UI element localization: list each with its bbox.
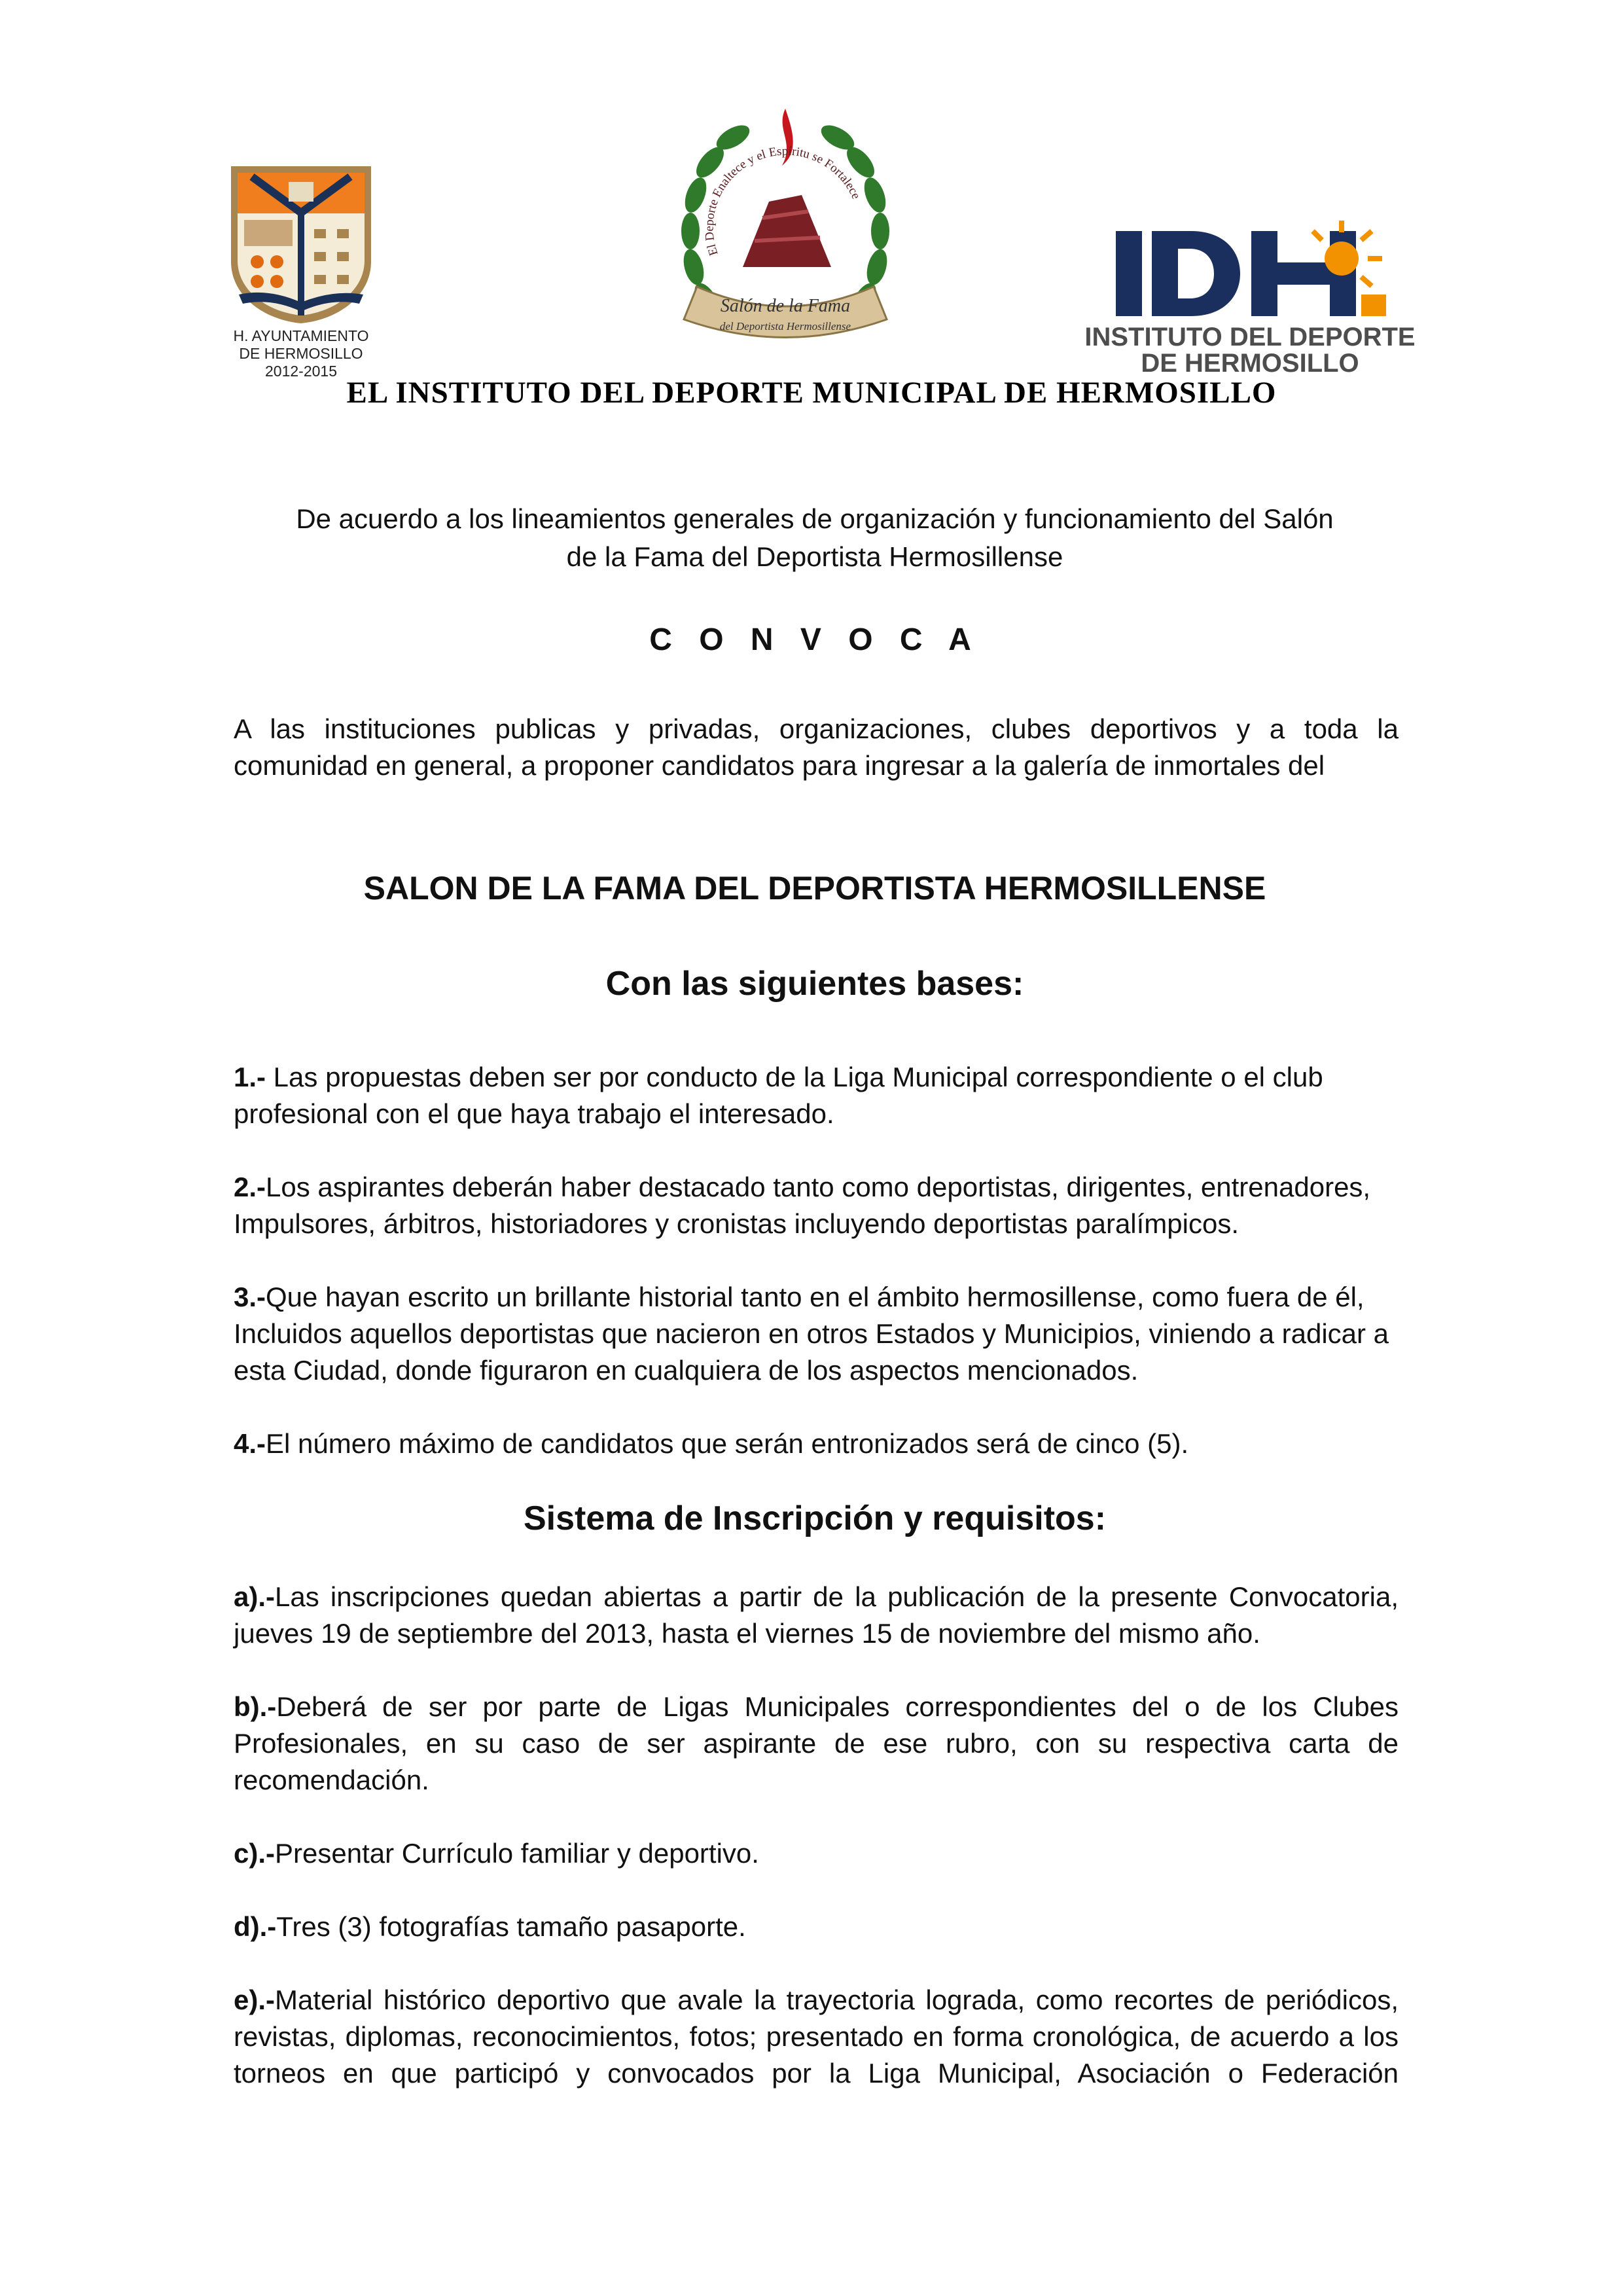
requisito-item-letter: c).-: [234, 1838, 275, 1869]
base-item-3: [234, 1279, 1399, 1389]
bases-title: Con las siguientes bases:: [605, 965, 1024, 1003]
ayuntamiento-shield-icon: [226, 164, 376, 324]
idh-letters-icon: [1080, 219, 1420, 327]
invitation-paragraph: A las instituciones publicas y privadas, organizaciones, clubes deportivos y a toda la comunidad en general, a proponer candidatos para ingresar a la galería de inmortales del: [234, 713, 1399, 781]
salon-title: SALON DE LA FAMA DEL DEPORTISTA HERMOSILLENSE: [363, 870, 1266, 906]
requisito-item-d: [234, 1909, 1399, 1945]
requisito-item-text: Deberá de ser por parte de Ligas Municipales correspondientes del o de los Clubes Profesionales, en su caso de ser aspirante de ese rubro, con su respectiva carta de recomendación.: [234, 1691, 1399, 1795]
base-item-1: [234, 1059, 1399, 1132]
idh-caption-1: INSTITUTO DEL DEPORTE: [1084, 323, 1416, 351]
ayuntamiento-logo: [226, 164, 376, 380]
base-item-4: [234, 1426, 1399, 1462]
requisito-item-letter: a).-: [234, 1581, 275, 1612]
requisito-item-b: [234, 1689, 1399, 1799]
intro-line-1: De acuerdo a los lineamientos generales de organización y funcionamiento del Salón: [296, 503, 1334, 534]
base-item-text: Las propuestas deben ser por conducto de la Liga Municipal correspondiente o el club profesional con el que haya trabajo el interesado.: [234, 1062, 1323, 1129]
requisito-item-text: Tres (3) fotografías tamaño pasaporte.: [276, 1911, 746, 1942]
ayuntamiento-caption-3: 2012-2015: [265, 363, 337, 380]
requisito-item-e: [234, 1982, 1399, 2092]
base-item-number: 3.-: [234, 1282, 266, 1312]
intro-line-2: de la Fama del Deportista Hermosillense: [566, 541, 1063, 572]
inscripcion-title: Sistema de Inscripción y requisitos:: [523, 1499, 1107, 1537]
base-item-text: El número máximo de candidatos que serán entronizados será de cinco (5).: [266, 1428, 1189, 1459]
requisito-item-text: Presentar Currículo familiar y deportivo.: [275, 1838, 759, 1869]
requisito-item-a: [234, 1579, 1399, 1652]
ayuntamiento-caption-1: H. AYUNTAMIENTO: [233, 327, 369, 344]
base-item-number: 2.-: [234, 1172, 266, 1202]
idh-logo: [1080, 219, 1420, 380]
base-item-number: 4.-: [234, 1428, 266, 1459]
ayuntamiento-caption-2: DE HERMOSILLO: [239, 345, 363, 362]
requisito-item-c: [234, 1835, 1399, 1872]
salon-banner-text: El Deporte Enaltece y el Espíritu se Fortalece: [702, 144, 863, 258]
requisito-item-text: Las inscripciones quedan abiertas a partir de la publicación de la presente Convocatoria, jueves 19 de septiembre del 2013, hasta el viernes 15 de noviembre del mismo año.: [234, 1581, 1399, 1649]
salon-ribbon-text: Salón de la Fama: [720, 296, 851, 316]
convoca-heading: C O N V O C A: [649, 622, 980, 657]
requisito-item-letter: e).-: [234, 1984, 275, 2015]
requisito-item-text: Material histórico deportivo que avale la trayectoria lograda, como recortes de periódicos, revistas, diplomas, reconocimientos, fotos; presentado en forma cronológica, de acuerdo a los torneos en que participó y convocados por la Liga Municipal, Asociación o Federación: [234, 1984, 1399, 2089]
base-item-text: Que hayan escrito un brillante historial tanto en el ámbito hermosillense, como fuera de él, Incluidos aquellos deportistas que nacieron en otros Estados y Municipios, viniendo a radicar a esta Ciudad, donde figuraron en cualquiera de los aspectos mencionados.: [234, 1282, 1389, 1386]
intro-paragraph: [223, 500, 1407, 576]
laurel-wreath-icon: [671, 103, 900, 365]
institute-header: EL INSTITUTO DEL DEPORTE MUNICIPAL DE HERMOSILLO: [346, 376, 1277, 410]
salon-de-la-fama-logo: [671, 103, 900, 365]
salon-ribbon-subtext: del Deportista Hermosillense: [719, 320, 851, 332]
requisito-item-letter: d).-: [234, 1911, 277, 1942]
base-item-text: Los aspirantes deberán haber destacado tanto como deportistas, dirigentes, entrenadores, Impulsores, árbitros, historiadores y cronistas incluyendo deportistas paralímpicos.: [234, 1172, 1371, 1239]
base-item-number: 1.-: [234, 1062, 266, 1092]
base-item-2: [234, 1169, 1399, 1242]
idh-caption-2: DE HERMOSILLO: [1141, 349, 1359, 378]
requisito-item-letter: b).-: [234, 1691, 277, 1722]
